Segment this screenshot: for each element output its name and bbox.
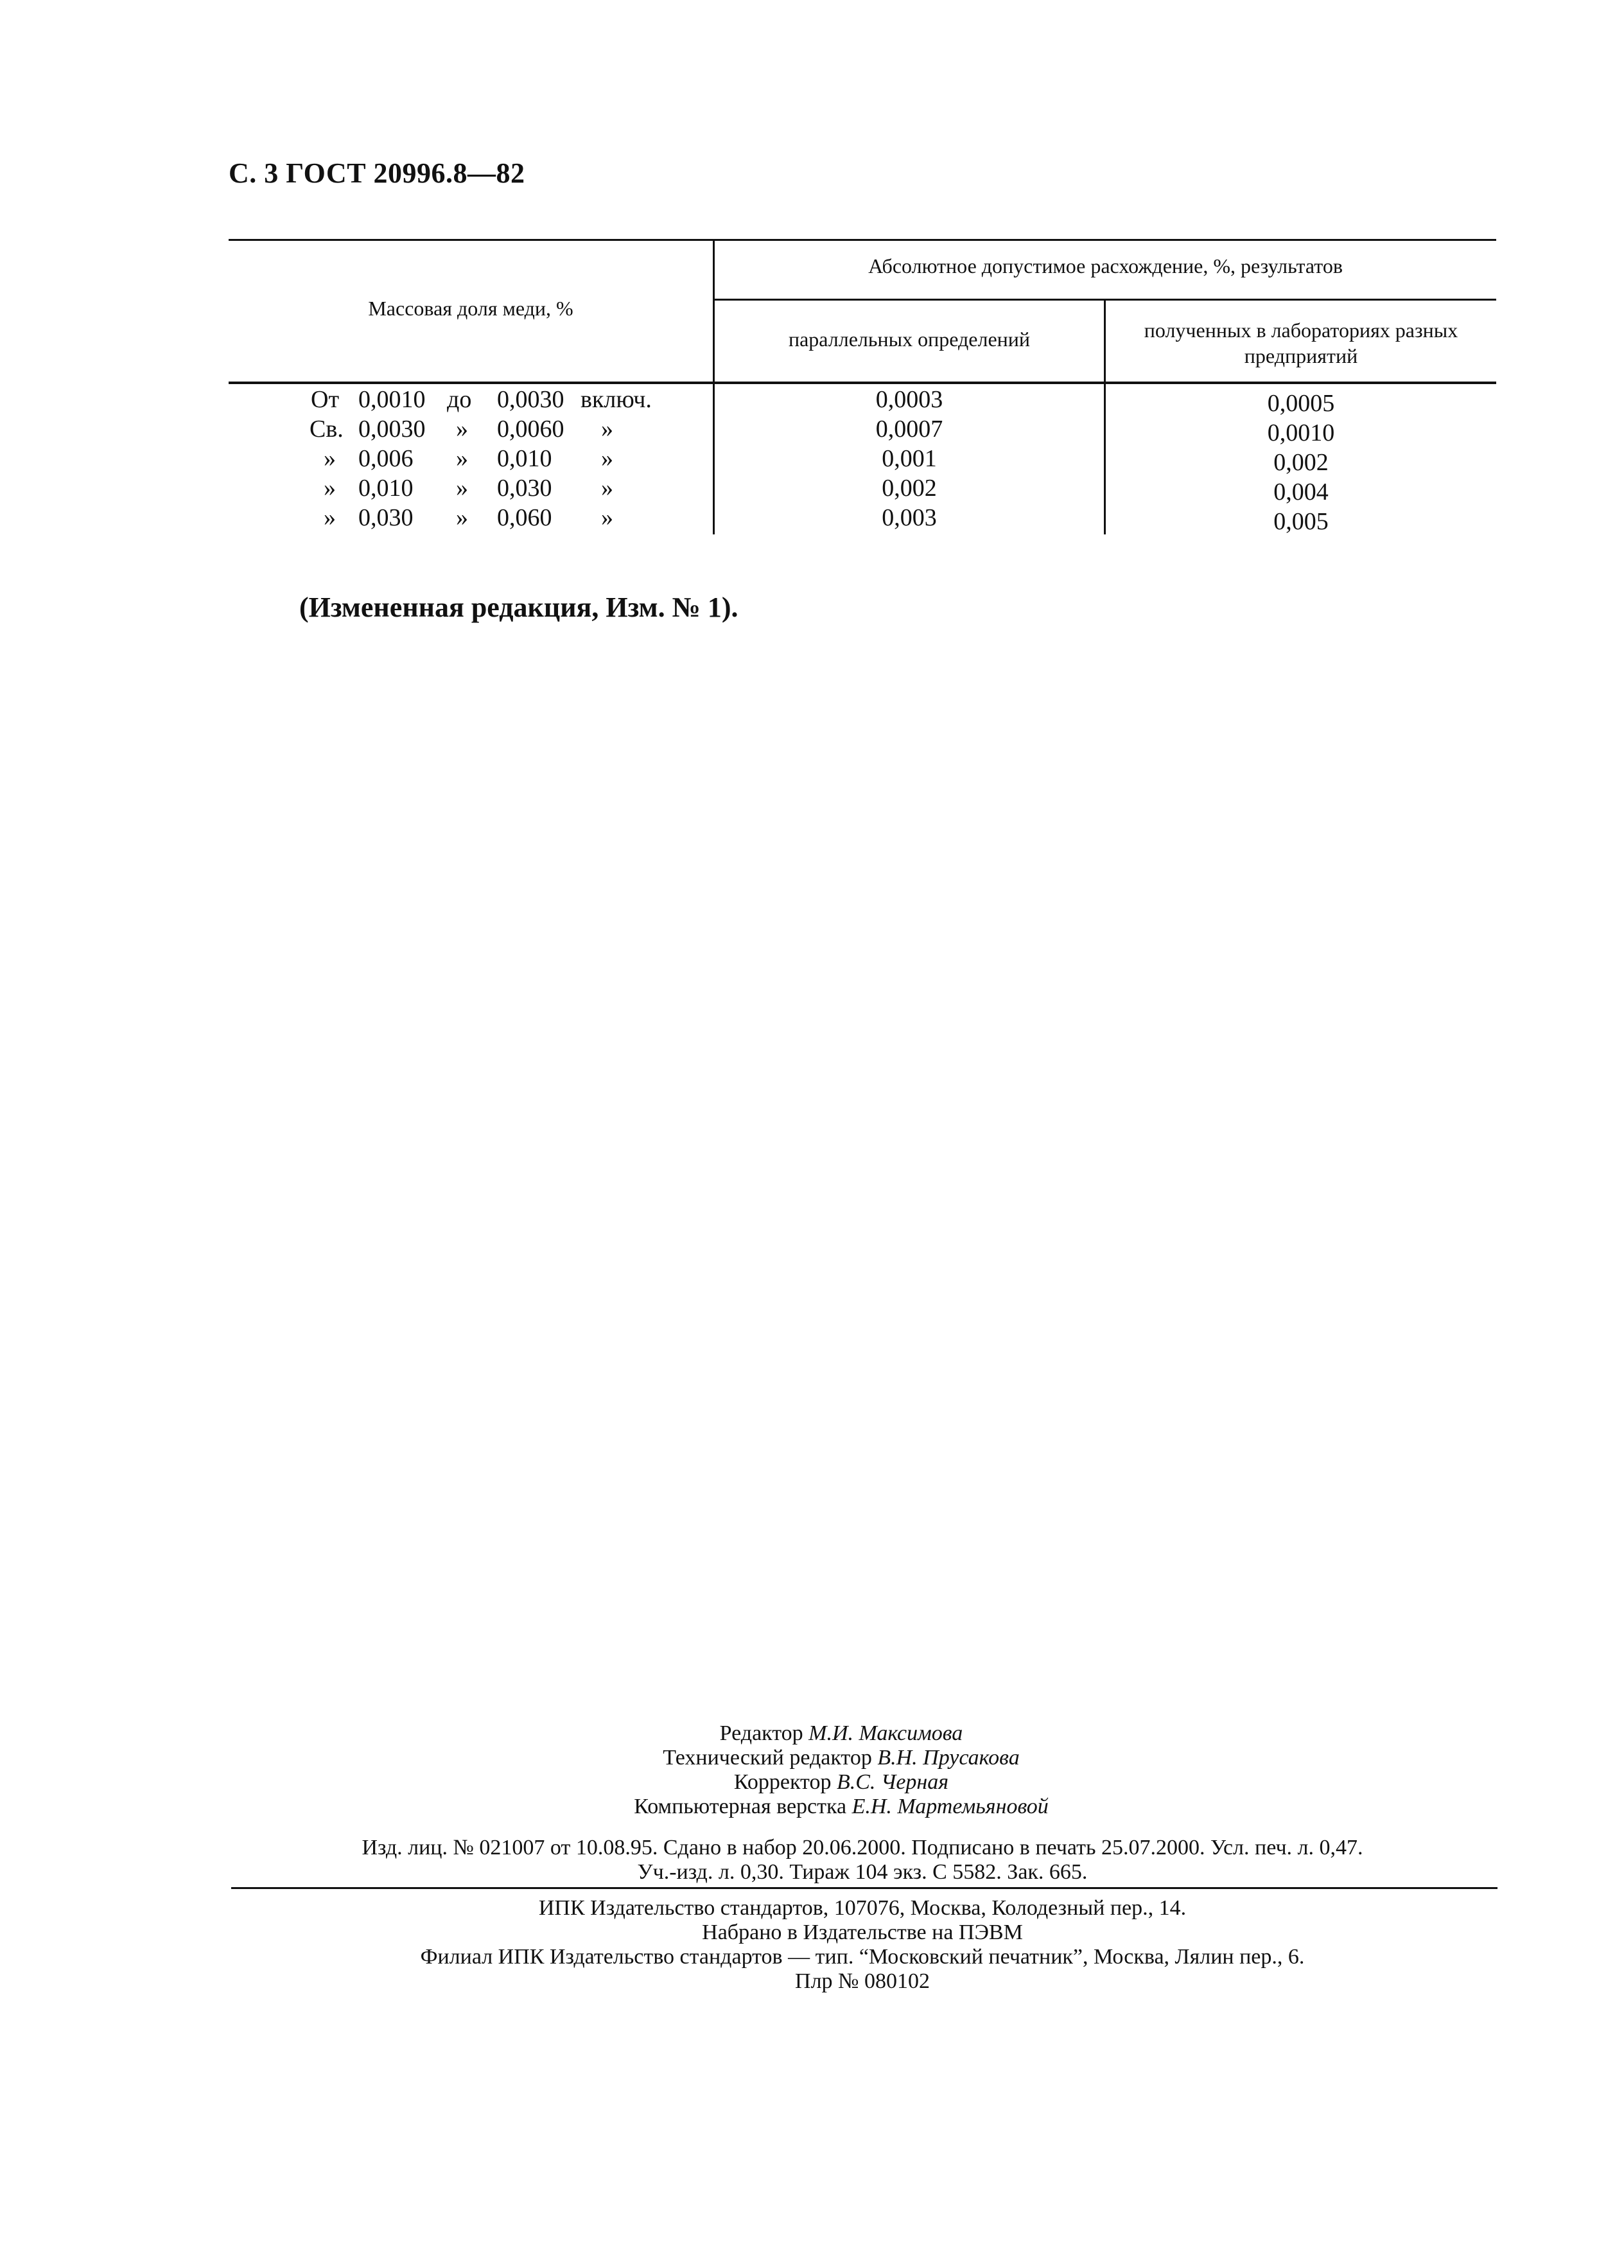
range-prefix: От (311, 386, 340, 413)
range-to: 0,010 (497, 445, 552, 472)
range-to: 0,0060 (497, 416, 564, 443)
range-sep: » (456, 475, 468, 502)
range-prefix: » (324, 504, 336, 531)
col-header-copper-fraction: Массовая доля меди, % (368, 297, 573, 320)
table-row (229, 415, 1496, 444)
range-to: 0,0030 (497, 386, 564, 413)
table-row (229, 504, 1496, 533)
range-suffix: » (601, 504, 613, 531)
range-from: 0,006 (358, 445, 414, 472)
col-header-labs-line2: предприятий (1244, 344, 1358, 367)
value-parallel: 0,001 (882, 445, 937, 472)
imprint-line-1: Изд. лиц. № 021007 от 10.08.95. Сдано в набор 20.06.2000. Подписано в печать 25.07.2000. Усл. печ. л. 0,47. (362, 1836, 1363, 1859)
revision-note: (Измененная редакция, Изм. № 1). (299, 592, 738, 623)
col-header-labs-line1: полученных в лабораториях разных (1144, 319, 1458, 342)
imprint-line-6: Плр № 080102 (795, 1969, 930, 1993)
imprint-line-3: ИПК Издательство стандартов, 107076, Москва, Колодезный пер., 14. (538, 1896, 1187, 1920)
group-header-tolerance: Абсолютное допустимое расхождение, %, результатов (868, 254, 1343, 277)
range-from: 0,0010 (358, 386, 426, 413)
table-row (229, 444, 1496, 474)
imprint-line-2: Уч.-изд. л. 0,30. Тираж 104 экз. С 5582. Зак. 665. (637, 1860, 1088, 1884)
range-suffix: включ. (581, 386, 652, 413)
credit-layout-name: Е.Н. Мартемьяновой (851, 1795, 1049, 1818)
page-header: С. 3 ГОСТ 20996.8—82 (229, 157, 525, 189)
range-to: 0,060 (497, 504, 552, 531)
credit-corrector-label: Корректор (733, 1770, 832, 1794)
credit-corrector (578, 1770, 1104, 1795)
credit-editor (578, 1721, 1104, 1746)
imprint-line-5: Филиал ИПК Издательство стандартов — тип. “Московский печатник”, Москва, Лялин пер., 6. (420, 1945, 1305, 1969)
credit-editor-label: Редактор (719, 1721, 803, 1745)
header-bottom-rule (229, 382, 1496, 384)
col-header-parallel: параллельных определений (788, 328, 1031, 351)
range-suffix: » (601, 475, 613, 502)
value-labs: 0,0005 (1267, 390, 1335, 417)
range-from: 0,030 (358, 504, 414, 531)
imprint-rule (231, 1887, 1497, 1889)
value-parallel: 0,0003 (875, 386, 943, 413)
range-sep: до (447, 386, 472, 413)
credit-tech-editor (578, 1746, 1104, 1770)
range-prefix: » (324, 445, 336, 472)
value-labs: 0,004 (1273, 479, 1329, 505)
range-suffix: » (601, 416, 613, 443)
table-row (229, 385, 1496, 415)
col-header-labs (1106, 317, 1496, 369)
range-sep: » (456, 445, 468, 472)
range-prefix: » (324, 475, 336, 502)
value-parallel: 0,0007 (875, 416, 943, 443)
table-row (229, 474, 1496, 504)
credit-tech-editor-name: В.Н. Прусакова (877, 1746, 1020, 1770)
credit-editor-name: М.И. Максимова (808, 1721, 963, 1745)
value-parallel: 0,003 (882, 504, 937, 531)
value-labs: 0,005 (1273, 508, 1329, 535)
range-sep: » (456, 416, 468, 443)
value-parallel: 0,002 (882, 475, 937, 502)
imprint-line-4: Набрано в Издательстве на ПЭВМ (702, 1921, 1023, 1944)
range-from: 0,010 (358, 475, 414, 502)
credit-tech-editor-label: Технический редактор (663, 1746, 872, 1770)
range-prefix: Св. (310, 416, 344, 443)
credits-block (578, 1721, 1104, 1819)
credit-layout (578, 1795, 1104, 1819)
credit-layout-label: Компьютерная верстка (634, 1795, 847, 1818)
value-labs: 0,002 (1273, 449, 1329, 476)
range-from: 0,0030 (358, 416, 426, 443)
value-labs: 0,0010 (1267, 419, 1335, 446)
table-top-rule (229, 239, 1496, 241)
range-sep: » (456, 504, 468, 531)
range-to: 0,030 (497, 475, 552, 502)
range-suffix: » (601, 445, 613, 472)
tolerance-table (229, 239, 1496, 534)
credit-corrector-name: В.С. Черная (836, 1770, 949, 1794)
